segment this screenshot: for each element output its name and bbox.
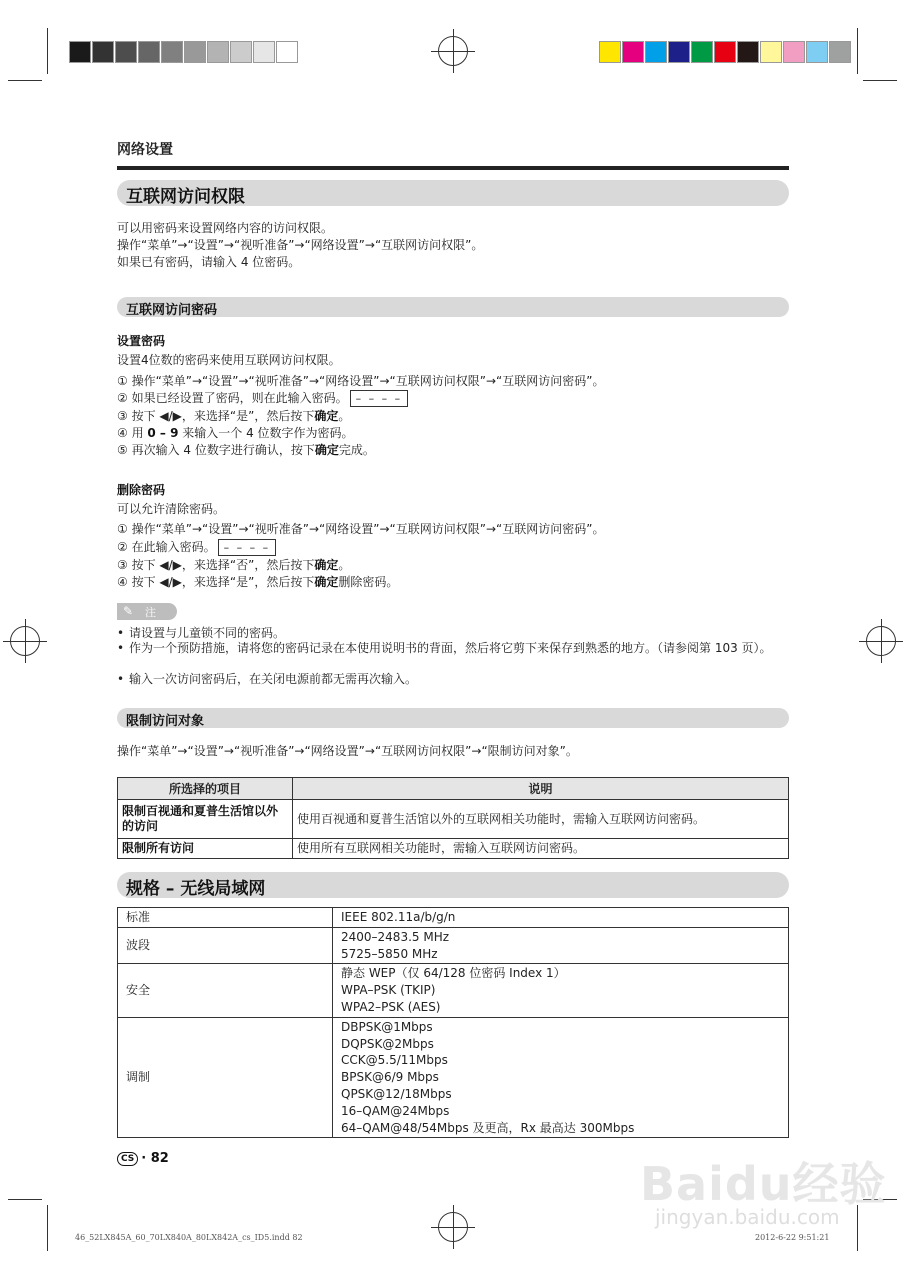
color-swatch — [806, 41, 828, 63]
color-swatch — [253, 41, 275, 63]
ok-key-label: 确定 — [314, 575, 339, 589]
set-step-5-c: 完成。 — [338, 443, 375, 457]
table-row — [118, 800, 789, 839]
digit-keys-label: 0 – 9 — [147, 426, 179, 440]
spec-value-line: QPSK@12/18Mbps — [341, 1086, 452, 1101]
bullet-dot: • — [117, 626, 125, 640]
note-label: 注 — [145, 606, 156, 619]
table-header: 所选择的项目 — [118, 778, 293, 800]
spec-value-line: CCK@5.5/11Mbps — [341, 1053, 448, 1068]
section-label: 网络设置 — [117, 142, 173, 158]
set-step-5 — [117, 442, 375, 459]
spec-label: 波段 — [118, 927, 333, 964]
color-swatch — [115, 41, 137, 63]
color-swatch — [69, 41, 91, 63]
spec-value-line: 64–QAM@48/54Mbps 及更高，Rx 最高达 300Mbps — [341, 1120, 635, 1135]
color-swatch — [829, 41, 851, 63]
set-step-3-c: 。 — [338, 409, 351, 423]
set-step-2-text: ② 如果已经设置了密码，则在此输入密码。 — [117, 391, 348, 405]
spec-value-line: 16–QAM@24Mbps — [341, 1103, 450, 1118]
crop-mark — [47, 28, 48, 74]
delete-step-4 — [117, 574, 398, 591]
note-tab — [117, 603, 177, 620]
color-swatch — [599, 41, 621, 63]
restrict-heading — [117, 708, 789, 728]
print-timestamp: 2012-6-22 9:51:21 — [755, 1233, 830, 1242]
color-swatch — [783, 41, 805, 63]
table-cell: 限制所有访问 — [118, 839, 293, 859]
color-swatch — [207, 41, 229, 63]
password-title: 互联网访问密码 — [126, 303, 218, 318]
crop-mark — [857, 28, 858, 74]
intro-line: 操作“菜单”→“设置”→“视听准备”→“网络设置”→“互联网访问权限”。 — [117, 238, 484, 252]
spec-value-line: DBPSK@1Mbps — [341, 1019, 433, 1034]
color-swatch — [691, 41, 713, 63]
page-number — [117, 1151, 169, 1166]
color-swatch — [230, 41, 252, 63]
table-cell: 使用所有互联网相关功能时，需输入互联网访问密码。 — [293, 839, 789, 859]
spec-value-line: 5725–5850 MHz — [341, 946, 438, 961]
spec-value-line: WPA2–PSK (AES) — [341, 999, 441, 1014]
pencil-icon: ✎ — [123, 604, 134, 618]
spec-value — [333, 964, 789, 1017]
password-entry-box: – – – – — [350, 390, 409, 407]
table-row — [118, 908, 789, 928]
ok-key-label: 确定 — [314, 443, 339, 457]
spec-value-line: DQPSK@2Mbps — [341, 1036, 434, 1051]
table-row — [118, 927, 789, 964]
crop-mark — [8, 1199, 42, 1200]
restrict-table — [117, 777, 789, 859]
restrict-title: 限制访问对象 — [126, 714, 205, 729]
note-text: 输入一次访问密码后，在关闭电源前都无需再次输入。 — [129, 672, 418, 686]
set-step-4-c: 来输入一个 4 位数字作为密码。 — [178, 426, 354, 440]
set-step-4 — [117, 425, 354, 442]
intro-line: 可以用密码来设置网络内容的访问权限。 — [117, 221, 334, 235]
delete-password-intro: 可以允许清除密码。 — [117, 502, 226, 516]
crop-mark — [863, 80, 897, 81]
spec-value-line: WPA–PSK (TKIP) — [341, 983, 436, 998]
color-swatch — [668, 41, 690, 63]
table-cell: 限制百视通和夏普生活馆以外的访问 — [118, 800, 293, 839]
delete-step-3 — [117, 557, 350, 574]
set-step-5-a: ⑤ 再次输入 4 位数字进行确认，按下 — [117, 443, 315, 457]
delete-step-1: ① 操作“菜单”→“设置”→“视听准备”→“网络设置”→“互联网访问权限”→“互联网访问密码”。 — [117, 522, 605, 536]
color-swatch — [161, 41, 183, 63]
specs-table — [117, 907, 789, 1138]
ok-key-label: 确定 — [314, 409, 339, 423]
password-heading — [117, 297, 789, 317]
crop-mark — [47, 1205, 48, 1251]
set-step-3 — [117, 408, 350, 425]
delete-step-4-a: ④ 按下 ◀/▶，来选择“是”，然后按下 — [117, 575, 315, 589]
table-row — [118, 839, 789, 859]
color-swatch — [276, 41, 298, 63]
color-swatch — [645, 41, 667, 63]
spec-value-line: IEEE 802.11a/b/g/n — [341, 910, 456, 924]
crop-mark — [8, 80, 42, 81]
page-number-text: · 82 — [141, 1151, 169, 1166]
set-password-intro: 设置4位数的密码来使用互联网访问权限。 — [117, 353, 341, 367]
color-swatch — [737, 41, 759, 63]
bullet-dot: • — [117, 672, 125, 686]
table-row — [118, 1017, 789, 1138]
gray-color-bar — [69, 41, 299, 63]
color-swatch — [138, 41, 160, 63]
delete-password-heading: 删除密码 — [117, 483, 166, 497]
cmyk-color-bar — [599, 41, 852, 63]
registration-mark — [10, 626, 40, 656]
table-header: 说明 — [293, 778, 789, 800]
delete-step-2 — [117, 539, 276, 556]
bullet-dot: • — [117, 641, 125, 655]
delete-step-4-c: 删除密码。 — [338, 575, 399, 589]
color-swatch — [714, 41, 736, 63]
spec-value — [333, 908, 789, 928]
spec-label: 标准 — [118, 908, 333, 928]
set-password-heading: 设置密码 — [117, 334, 166, 348]
intro-line: 如果已有密码，请输入 4 位密码。 — [117, 255, 301, 269]
internet-access-heading — [117, 180, 789, 206]
table-header-row — [118, 778, 789, 800]
spec-value — [333, 1017, 789, 1138]
registration-mark — [438, 36, 468, 66]
set-step-1: ① 操作“菜单”→“设置”→“视听准备”→“网络设置”→“互联网访问权限”→“互联网访问密码”。 — [117, 374, 605, 388]
table-row — [118, 964, 789, 1017]
delete-step-3-c: 。 — [338, 558, 351, 572]
spec-value-line: 静态 WEP（仅 64/128 位密码 Index 1） — [341, 966, 566, 981]
password-entry-box: – – – – — [218, 539, 277, 556]
set-step-3-a: ③ 按下 ◀/▶，来选择“是”，然后按下 — [117, 409, 315, 423]
specs-heading — [117, 872, 789, 898]
specs-title: 规格 – 无线局域网 — [126, 879, 266, 899]
note-text: 请设置与儿童锁不同的密码。 — [129, 626, 286, 640]
restrict-instruction: 操作“菜单”→“设置”→“视听准备”→“网络设置”→“互联网访问权限”→“限制访问对象”。 — [117, 744, 578, 758]
spec-value-line: BPSK@6/9 Mbps — [341, 1070, 439, 1085]
ok-key-label: 确定 — [314, 558, 339, 572]
cs-badge: CS — [117, 1152, 138, 1166]
baidu-watermark: Baidu经验 — [640, 1157, 887, 1211]
color-swatch — [760, 41, 782, 63]
note-text: 作为一个预防措施，请将您的密码记录在本使用说明书的背面，然后将它剪下来保存到熟悉的地方。（请参阅第 103 页）。 — [129, 641, 772, 655]
baidu-watermark-url: jingyan.baidu.com — [655, 1205, 840, 1229]
delete-step-3-a: ③ 按下 ◀/▶，来选择“否”，然后按下 — [117, 558, 315, 572]
print-slug: 46_52LX845A_60_70LX840A_80LX842A_cs_ID5.indd 82 — [75, 1233, 303, 1242]
color-swatch — [92, 41, 114, 63]
spec-label: 安全 — [118, 964, 333, 1017]
registration-mark — [866, 626, 896, 656]
color-swatch — [622, 41, 644, 63]
color-swatch — [184, 41, 206, 63]
spec-value-line: 2400–2483.5 MHz — [341, 929, 450, 944]
spec-label: 调制 — [118, 1017, 333, 1138]
delete-step-2-text: ② 在此输入密码。 — [117, 540, 216, 554]
header-rule — [117, 166, 789, 170]
spec-value — [333, 927, 789, 964]
table-cell: 使用百视通和夏普生活馆以外的互联网相关功能时，需输入互联网访问密码。 — [293, 800, 789, 839]
registration-mark — [438, 1212, 468, 1242]
set-step-4-a: ④ 用 — [117, 426, 148, 440]
set-step-2 — [117, 390, 408, 407]
internet-access-title: 互联网访问权限 — [126, 187, 245, 207]
